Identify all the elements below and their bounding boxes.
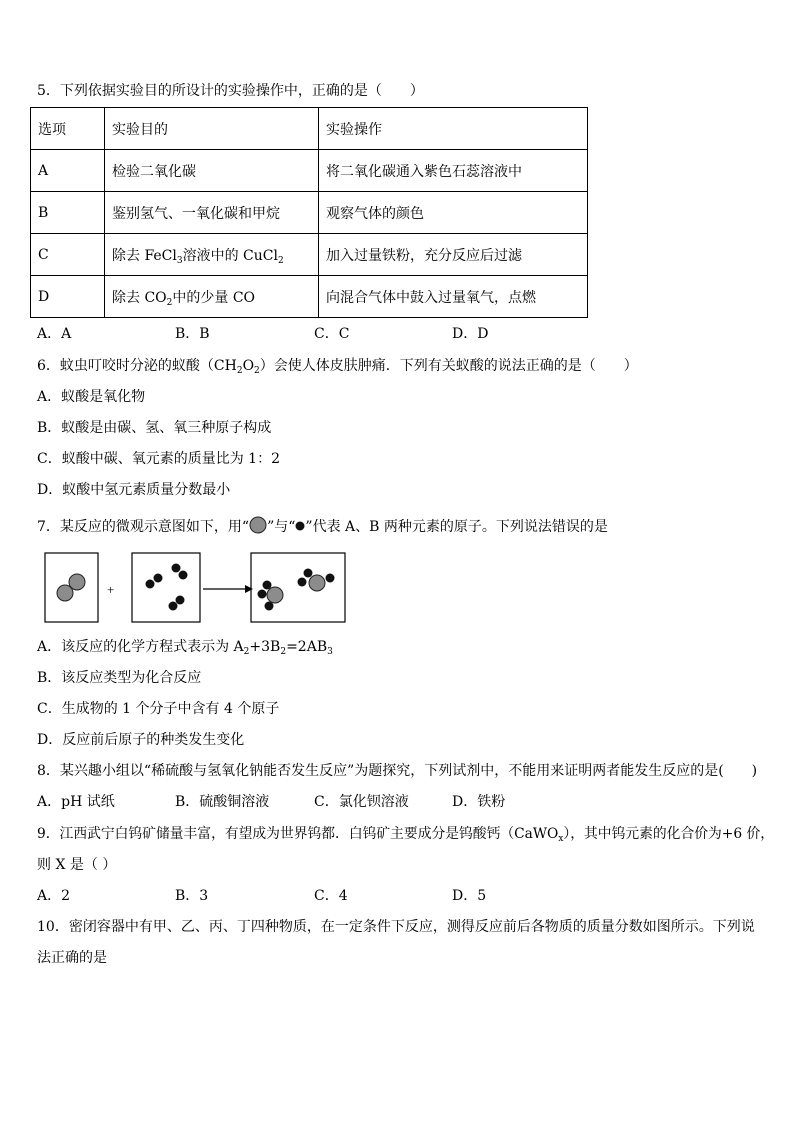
goal-text: 溶液中的 CuCl — [182, 247, 278, 264]
stem-text: ”代表 A、B 两种元素的原子。下列说法错误的是 — [305, 519, 608, 535]
q10-stem: 10．密闭容器中有甲、乙、丙、丁四种物质，在一定条件下反应，测得反应前后各物质的质量分数如图所示。下列说 — [37, 919, 755, 935]
row-option: A — [31, 150, 105, 192]
subscript: 2 — [243, 647, 250, 657]
goal-text: 除去 FeCl — [112, 247, 177, 264]
q6-option-c: C．蚁酸中碳、氧元素的质量比为 1：2 — [37, 451, 280, 467]
row-option: D — [31, 276, 105, 318]
stem-text: ），其中钨元素的化合价为+6 价， — [563, 826, 775, 842]
arrow-head — [245, 585, 253, 593]
row-option: C — [31, 234, 105, 276]
atom-b — [326, 574, 335, 583]
q8-stem: 8．某兴趣小组以“稀硫酸与氢氧化钠能否发生反应”为题探究，下列试剂中，不能用来证明两者能发生反应的是( ) — [37, 763, 758, 779]
q5-table — [30, 107, 588, 318]
subscript: 2 — [277, 255, 284, 266]
q6-option-a: A．蚁酸是氧化物 — [37, 389, 146, 405]
stem-text: 7．某反应的微观示意图如下，用“ — [37, 519, 250, 535]
table-row — [31, 234, 588, 276]
option-c: C．C — [314, 326, 350, 342]
table-row — [31, 150, 588, 192]
row-operation: 将二氧化碳通入紫色石蕊溶液中 — [319, 150, 588, 192]
row-operation: 观察气体的颜色 — [319, 192, 588, 234]
row-operation: 向混合气体中鼓入过量氧气，点燃 — [319, 276, 588, 318]
atom-a-icon — [249, 516, 267, 534]
option-a: A．pH 试纸 — [37, 794, 115, 810]
q7-stem — [37, 516, 608, 537]
goal-text: 除去 CO — [112, 289, 167, 306]
header-goal: 实验目的 — [105, 108, 319, 150]
atom-b — [172, 564, 181, 573]
subscript: x — [558, 834, 564, 844]
table-row — [31, 192, 588, 234]
q7-option-b: B．该反应类型为化合反应 — [37, 670, 202, 686]
plus-sign: + — [107, 582, 115, 597]
atom-b — [304, 569, 313, 578]
q7-option-a — [37, 637, 333, 657]
option-text: A．该反应的化学方程式表示为 A — [37, 639, 244, 655]
stem-text: O — [242, 358, 255, 374]
atom-b — [154, 574, 163, 583]
option-c: C．4 — [314, 888, 348, 904]
atom-a — [57, 585, 73, 601]
option-d: D．D — [452, 326, 489, 342]
subscript: 2 — [236, 366, 243, 376]
atom-a — [267, 587, 283, 603]
q9-stem — [37, 824, 774, 844]
q10-stem-line2: 法正确的是 — [37, 950, 107, 966]
q7-option-d: D．反应前后原子的种类发生变化 — [37, 732, 245, 748]
table-row — [31, 276, 588, 318]
header-operation: 实验操作 — [319, 108, 588, 150]
q6-stem — [37, 356, 638, 376]
option-c: C．氯化钡溶液 — [314, 794, 409, 810]
atom-b-icon — [295, 521, 305, 531]
stem-text: ）会使人体皮肤肿痛．下列有关蚁酸的说法正确的是（ ） — [259, 358, 638, 374]
row-goal — [105, 276, 319, 318]
atom-b — [146, 580, 155, 589]
subscript: 2 — [280, 647, 287, 657]
option-a: A．A — [37, 326, 72, 342]
q5-stem: 5．下列依据实验目的所设计的实验操作中，正确的是（ ） — [37, 83, 424, 99]
reaction-diagram — [40, 549, 360, 629]
atom-b — [258, 590, 267, 599]
subscript: 3 — [327, 647, 333, 657]
atom-a — [309, 575, 325, 591]
row-goal: 鉴别氢气、一氧化碳和甲烷 — [105, 192, 319, 234]
q7-option-c: C．生成物的 1 个分子中含有 4 个原子 — [37, 701, 280, 717]
stem-text: 9．江西武宁白钨矿储量丰富，有望成为世界钨都．白钨矿主要成分是钨酸钙（CaWO — [37, 826, 559, 842]
subscript: 3 — [176, 255, 183, 266]
row-goal — [105, 234, 319, 276]
subscript: 2 — [254, 366, 260, 376]
q6-option-b: B．蚁酸是由碳、氢、氧三种原子构成 — [37, 420, 272, 436]
option-a: A．2 — [37, 888, 71, 904]
stem-text: ”与“ — [267, 519, 296, 535]
option-b: B．3 — [175, 888, 209, 904]
option-b: B．B — [175, 326, 210, 342]
atom-b — [169, 602, 178, 611]
q6-option-d: D．蚁酸中氢元素质量分数最小 — [37, 482, 231, 498]
option-text: =2AB — [286, 639, 328, 655]
option-b: B．硫酸铜溶液 — [175, 794, 270, 810]
atom-b — [176, 596, 185, 605]
option-d: D．铁粉 — [452, 794, 506, 810]
table-header-row — [31, 108, 588, 150]
atom-b — [298, 578, 307, 587]
stem-text: 6．蚊虫叮咬时分泌的蚁酸（CH — [37, 358, 237, 374]
header-option: 选项 — [31, 108, 105, 150]
row-option: B — [31, 192, 105, 234]
row-operation: 加入过量铁粉，充分反应后过滤 — [319, 234, 588, 276]
subscript: 2 — [166, 297, 173, 308]
option-text: +3B — [249, 639, 281, 655]
q9-stem-line2: 则 X 是（ ） — [37, 857, 117, 873]
goal-text: 中的少量 CO — [172, 289, 256, 306]
row-goal: 检验二氧化碳 — [105, 150, 319, 192]
option-d: D．5 — [452, 888, 487, 904]
atom-b — [179, 571, 188, 580]
reactant-box-b — [132, 553, 200, 622]
